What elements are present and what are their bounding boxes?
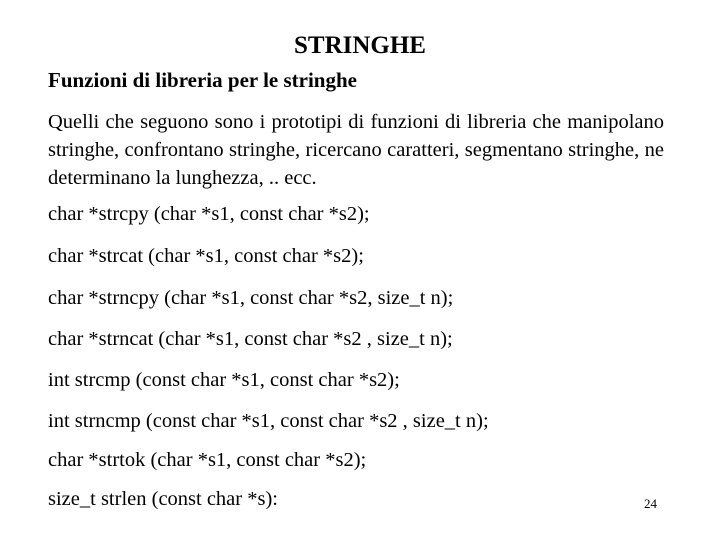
prototype-strcmp: int strcmp (const char *s1, const char *s2); [48, 369, 400, 391]
intro-paragraph: Quelli che seguono sono i prototipi di funzioni di libreria che manipolano stringhe, confrontano stringhe, ricercano caratteri, segmentano stringhe, ne determinano la lunghezza, .. ecc. [48, 111, 664, 189]
prototype-strncmp: int strncmp (const char *s1, const char *s2 , size_t n); [48, 410, 489, 432]
slide-title: STRINGHE [294, 32, 426, 59]
prototype-strlen: size_t strlen (const char *s): [48, 488, 278, 510]
prototype-strtok: char *strtok (char *s1, const char *s2); [48, 449, 367, 471]
prototype-strncpy: char *strncpy (char *s1, const char *s2, size_t n); [48, 287, 454, 309]
prototype-strncat: char *strncat (char *s1, const char *s2 , size_t n); [48, 328, 453, 350]
page-number: 24 [644, 496, 657, 511]
slide-subtitle: Funzioni di libreria per le stringhe [48, 68, 357, 92]
prototype-strcpy: char *strcpy (char *s1, const char *s2); [48, 203, 370, 225]
prototype-strcat: char *strcat (char *s1, const char *s2); [48, 245, 364, 267]
